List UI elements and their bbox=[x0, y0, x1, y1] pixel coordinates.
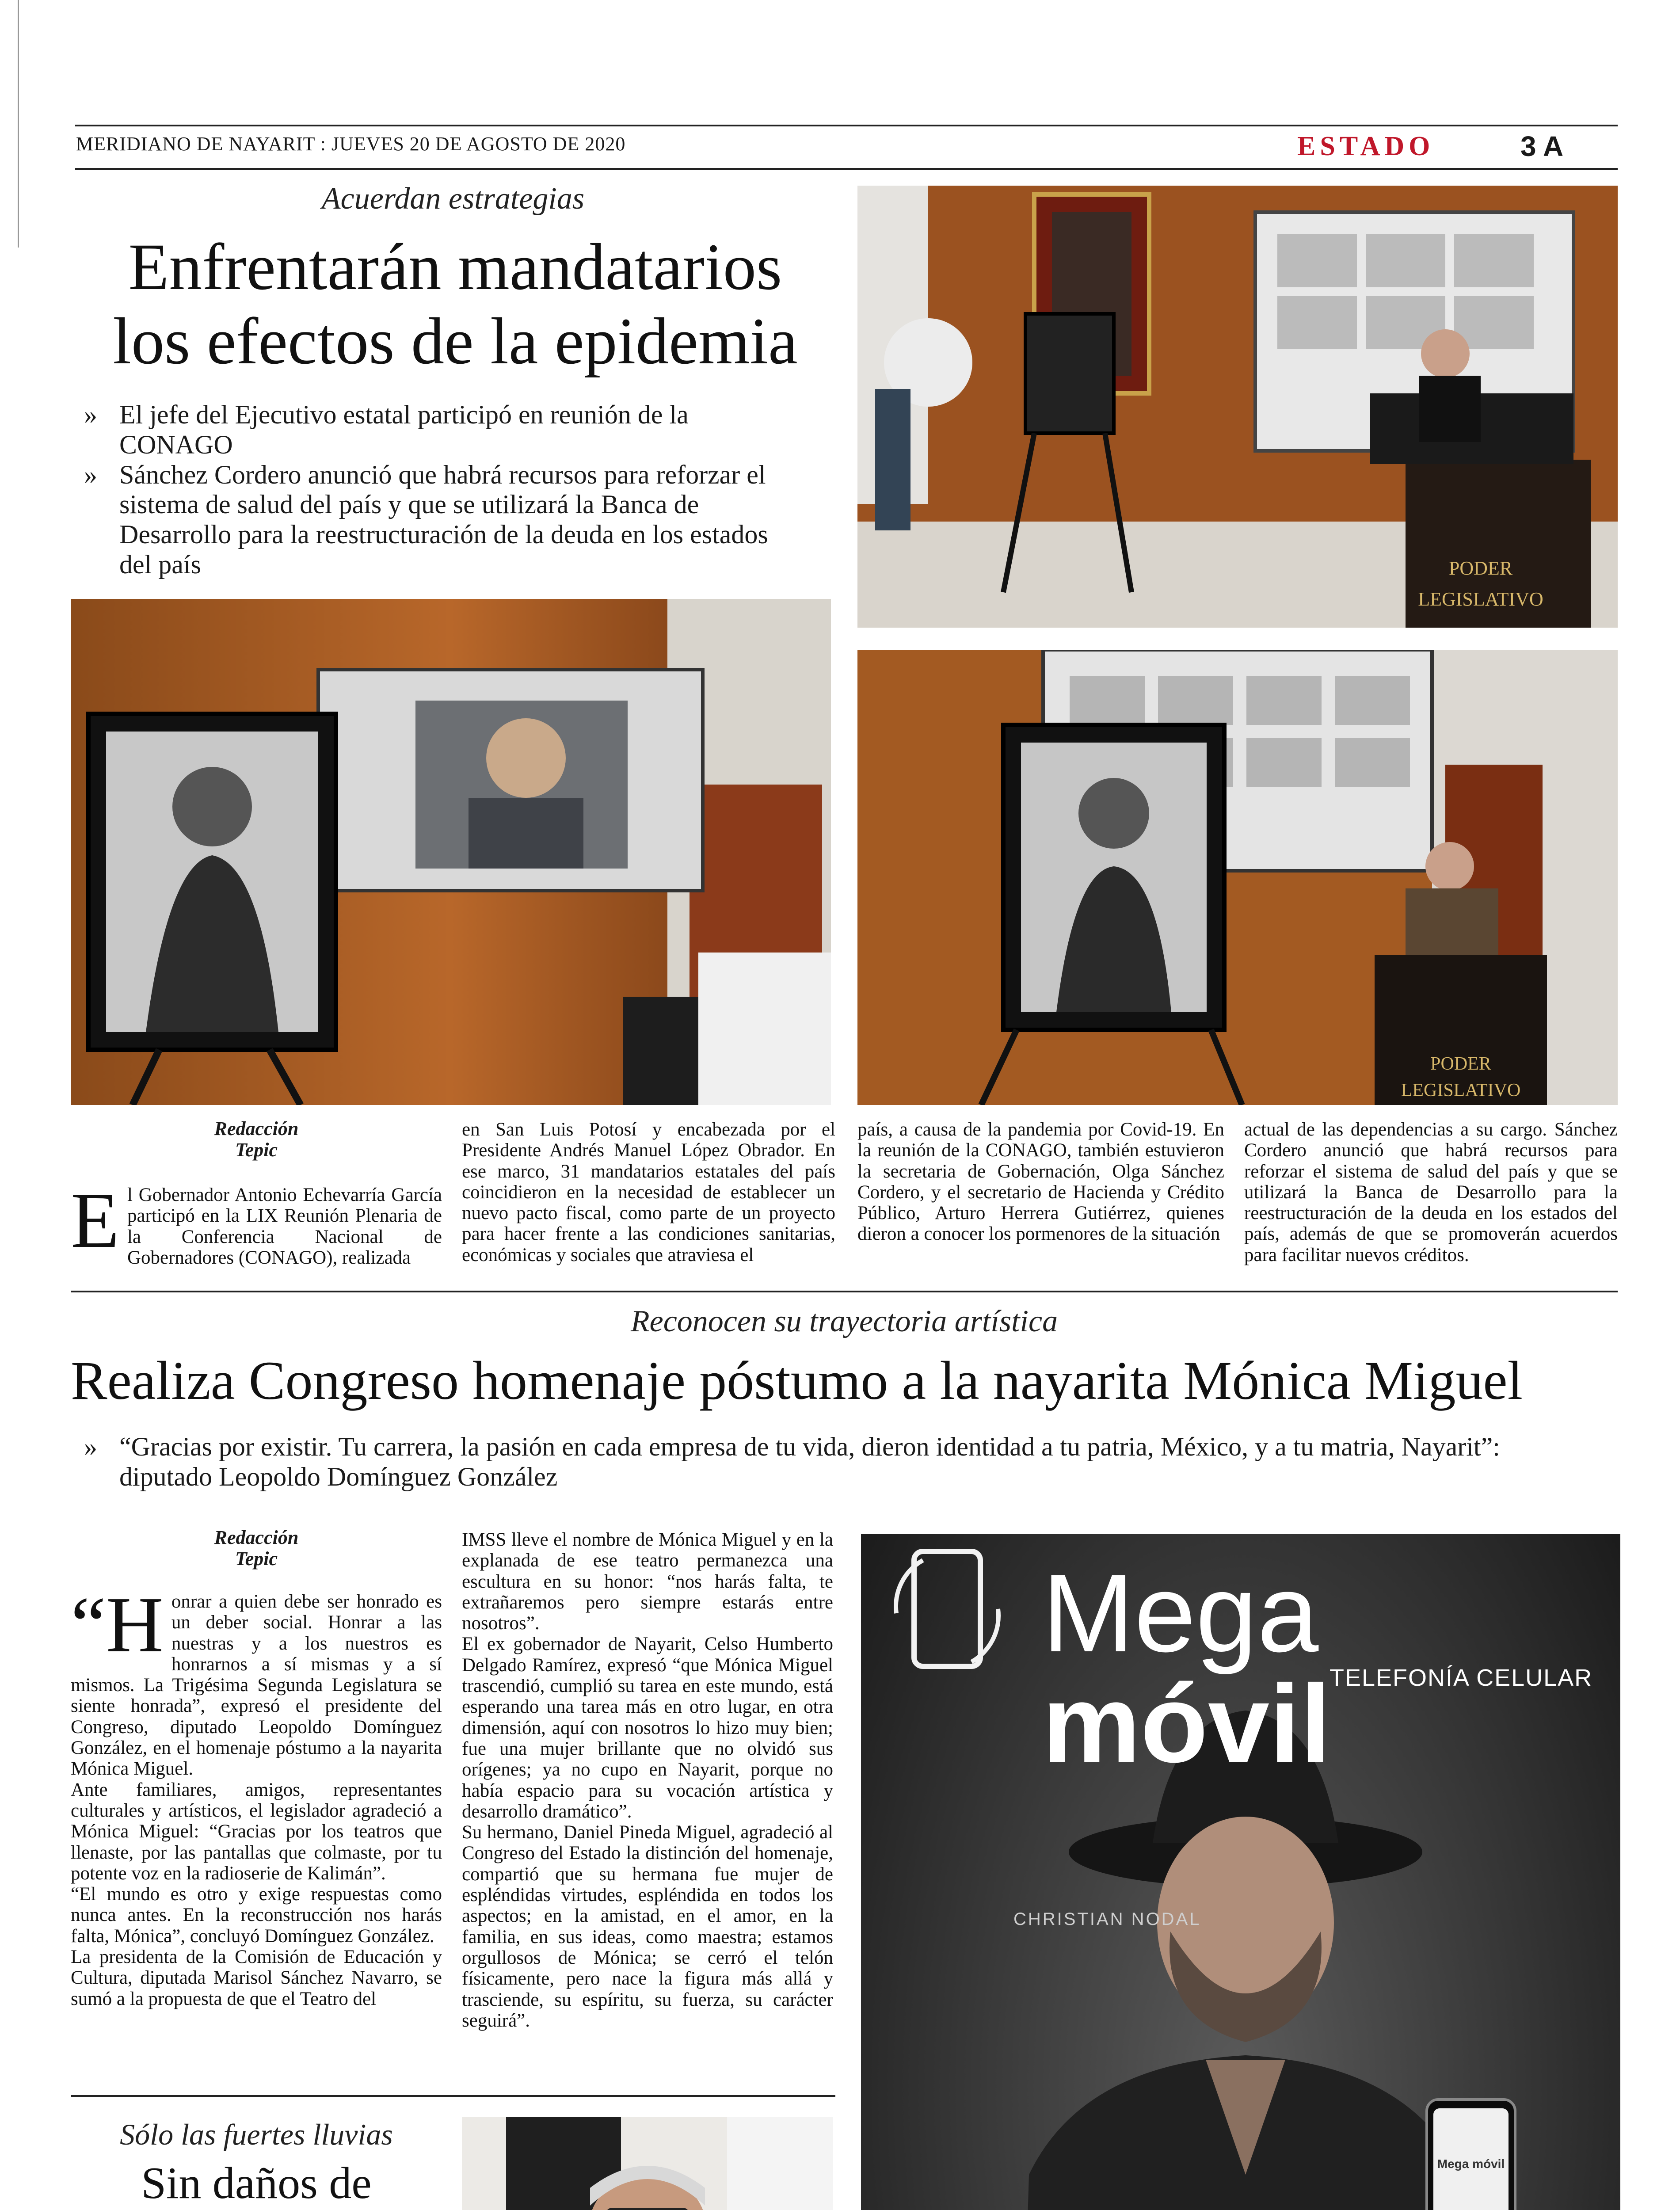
story1-bullets bbox=[71, 400, 791, 580]
ad-brand-bold: móvil bbox=[1042, 1662, 1331, 1785]
story2-col1-p4: La presidenta de la Comisión de Educación y Cultura, diputada Marisol Sánchez Navarro, se sumó a la propuesta de que el Teatro del bbox=[71, 1947, 442, 2009]
podium-sign2-text1: PODER bbox=[1430, 1054, 1491, 1074]
story3-kicker: Sólo las fuertes lluvias bbox=[120, 2118, 393, 2151]
story2-col2-p2: El ex gobernador de Nayarit, Celso Humberto Delgado Ramírez, expresó “que Mónica Miguel trascendió, cumplió su tarea en este mundo, está esperando una tarea más en otro lugar, en otra dimensión, aquí con nosotros lo hizo muy bien; fue una mujer brillante que no olvidó sus orígenes; ya no cupo en Nayarit, porque no había espacio para su vocación artística y desarrollo dramático”. bbox=[462, 1634, 833, 1822]
story1-kicker: Acuerdan estrategias bbox=[321, 182, 585, 216]
story2-col1-p2: Ante familiares, amigos, representantes culturales y artísticos, el legislador agradeció a Mónica Miguel: “Gracias por los teatros que llenaste, por las pantallas que colmaste, por tu potente voz en la radioserie de Kalimán”. bbox=[71, 1779, 442, 1884]
page-fold-mark bbox=[18, 0, 19, 248]
section-label: ESTADO bbox=[1297, 131, 1435, 161]
header-bottom-rule bbox=[75, 168, 1618, 170]
story3-photo-interview bbox=[462, 2117, 833, 2210]
story1-photo-podium-woman bbox=[857, 186, 1618, 628]
story1-photo-podium-woman-art bbox=[857, 186, 1618, 628]
story2-col1-p3: “El mundo es otro y exige respuestas como nunca antes. En la reconstrucción nos harás falta, Mónica”, concluyó Domínguez González. bbox=[71, 1884, 442, 1947]
story1-headline-line2: los efectos de la epidemia bbox=[113, 305, 798, 378]
story2-col1-p1: onrar a quien debe ser honrado es un deber social. Honrar a las nuestras y a los nuestros es honrarnos a sí mismas y a sí mismos. La Trigésima Segunda Legislatura se siente honrada”, expresó el presidente del Congreso, diputado Leopoldo Domínguez González, en el homenaje póstumo a la nayarita Mónica Miguel. bbox=[71, 1591, 442, 1779]
story1-col1-text: l Gobernador Antonio Echevarría García participó en la LIX Reunión Plenaria de la Conferencia Nacional de Gobernadores (CONAGO), realizada bbox=[127, 1185, 442, 1268]
story1-column-1 bbox=[71, 1176, 442, 1268]
story1-photo-screen bbox=[71, 599, 831, 1105]
story2-bullet: » “Gracias por existir. Tu carrera, la pasión en cada empresa de tu vida, dieron identidad a tu patria, México, y a tu matria, Nayarit”: diputado Leopoldo Domínguez González bbox=[71, 1432, 1582, 1492]
ad-person-name: CHRISTIAN NODAL bbox=[1013, 1909, 1201, 1929]
story2-kicker: Reconocen su trayectoria artística bbox=[630, 1304, 1058, 1338]
podium-sign-text1: PODER bbox=[1448, 557, 1513, 579]
story1-column-4: actual de las dependencias a su cargo. Sánchez Cordero anunció que habrá recursos para reforzar el sistema de salud del país y que se utilizará la Banca de Desarrollo para la reestructuración de la deuda en los estados del país, además de que se promoverán acuerdos para facilitar nuevos créditos. bbox=[1244, 1119, 1618, 1265]
story2-column-1 bbox=[71, 1581, 442, 2009]
ad-brand-sub: TELEFONÍA CELULAR bbox=[1330, 1665, 1593, 1691]
story1-bullet-2: » Sánchez Cordero anunció que habrá recursos para reforzar el sistema de salud del país y que se utilizará la Banca de Desarrollo para la reestructuración de la deuda en los estados del país bbox=[71, 460, 791, 580]
story1-bullet-1: » El jefe del Ejecutivo estatal participó en reunión de la CONAGO bbox=[71, 400, 791, 460]
story3-photo-interview-art bbox=[462, 2117, 833, 2210]
story1-byline-line2: Tepic bbox=[235, 1139, 278, 1161]
story1-photo-screen-art bbox=[71, 599, 831, 1105]
story1-photo-podium-man bbox=[857, 650, 1618, 1105]
podium-sign2-text2: LEGISLATIVO bbox=[1401, 1080, 1521, 1101]
story2-headline: Realiza Congreso homenaje póstumo a la nayarita Mónica Miguel bbox=[71, 1350, 1523, 1411]
header-top-rule bbox=[75, 125, 1618, 126]
story2-byline-line1: Redacción bbox=[214, 1527, 299, 1548]
ad-brand-light: Mega bbox=[1042, 1551, 1319, 1675]
story1-column-3: país, a causa de la pandemia por Covid-19. En la reunión de la CONAGO, también estuvieron la secretaria de Gobernación, Olga Sánchez Cordero, y el secretario de Hacienda y Crédito Público, Arturo Herrera Gutiérrez, quienes dieron a conocer los pormenores de la situación bbox=[857, 1119, 1224, 1245]
story1-bottom-rule bbox=[71, 1291, 1618, 1292]
masthead-dateline: MERIDIANO DE NAYARIT : JUEVES 20 DE AGOSTO DE 2020 bbox=[76, 133, 626, 155]
story1-byline bbox=[71, 1118, 442, 1161]
story2-byline bbox=[71, 1527, 442, 1570]
story1-column-2: en San Luis Potosí y encabezada por el Presidente Andrés Manuel López Obrador. En ese marco, 31 mandatarios estatales del país coincidieron en la necesidad de establecer un nuevo pacto fiscal, como parte de un proyecto para hacer frente a las condiciones sanitarias, económicas y sociales que atraviesa el bbox=[462, 1119, 835, 1265]
story1-headline-line1: Enfrentarán mandatarios bbox=[128, 230, 782, 304]
story2-col2-p1: IMSS lleve el nombre de Mónica Miguel y en la explanada de ese teatro permanezca una escultura en su honor: “nos harás falta, te extrañaremos pero siempre estarás entre nosotros”. bbox=[462, 1529, 833, 1634]
story2-bullets bbox=[71, 1432, 1582, 1492]
story2-col2-p3: Su hermano, Daniel Pineda Miguel, agradeció al Congreso del Estado la distinción del homenaje, compartió que su hermana fue mujer de espléndidas virtudes, espléndida en todos los aspectos; en la amistad, en el amor, en la familia, en sus ideas, como maestra; estamos orgullosos de Mónica; se cerró el telón físicamente, pero nace la figura más allá y trasciende, su espíritu, su fuerza, su carácter seguirá”. bbox=[462, 1822, 833, 2031]
handheld-phone bbox=[1427, 2100, 1515, 2210]
story2-column-2 bbox=[462, 1529, 833, 2031]
podium-sign-text2: LEGISLATIVO bbox=[1418, 588, 1543, 610]
story2-bottom-rule bbox=[71, 2095, 835, 2097]
page-number: 3 A bbox=[1520, 130, 1564, 162]
story1-photo-podium-man-art bbox=[857, 650, 1618, 1105]
story1-byline-line1: Redacción bbox=[214, 1118, 299, 1139]
ad-phone-label: Mega móvil bbox=[1437, 2157, 1505, 2171]
story1-dropcap: E bbox=[71, 1176, 119, 1264]
story2-byline-line2: Tepic bbox=[235, 1548, 278, 1570]
story3-headline bbox=[71, 2157, 442, 2210]
story3-headline-line1: Sin daños de bbox=[141, 2158, 372, 2208]
story1-headline bbox=[66, 230, 844, 378]
megamovil-advertisement[interactable] bbox=[861, 1534, 1620, 2210]
story2-dropcap: “H bbox=[71, 1581, 164, 1669]
